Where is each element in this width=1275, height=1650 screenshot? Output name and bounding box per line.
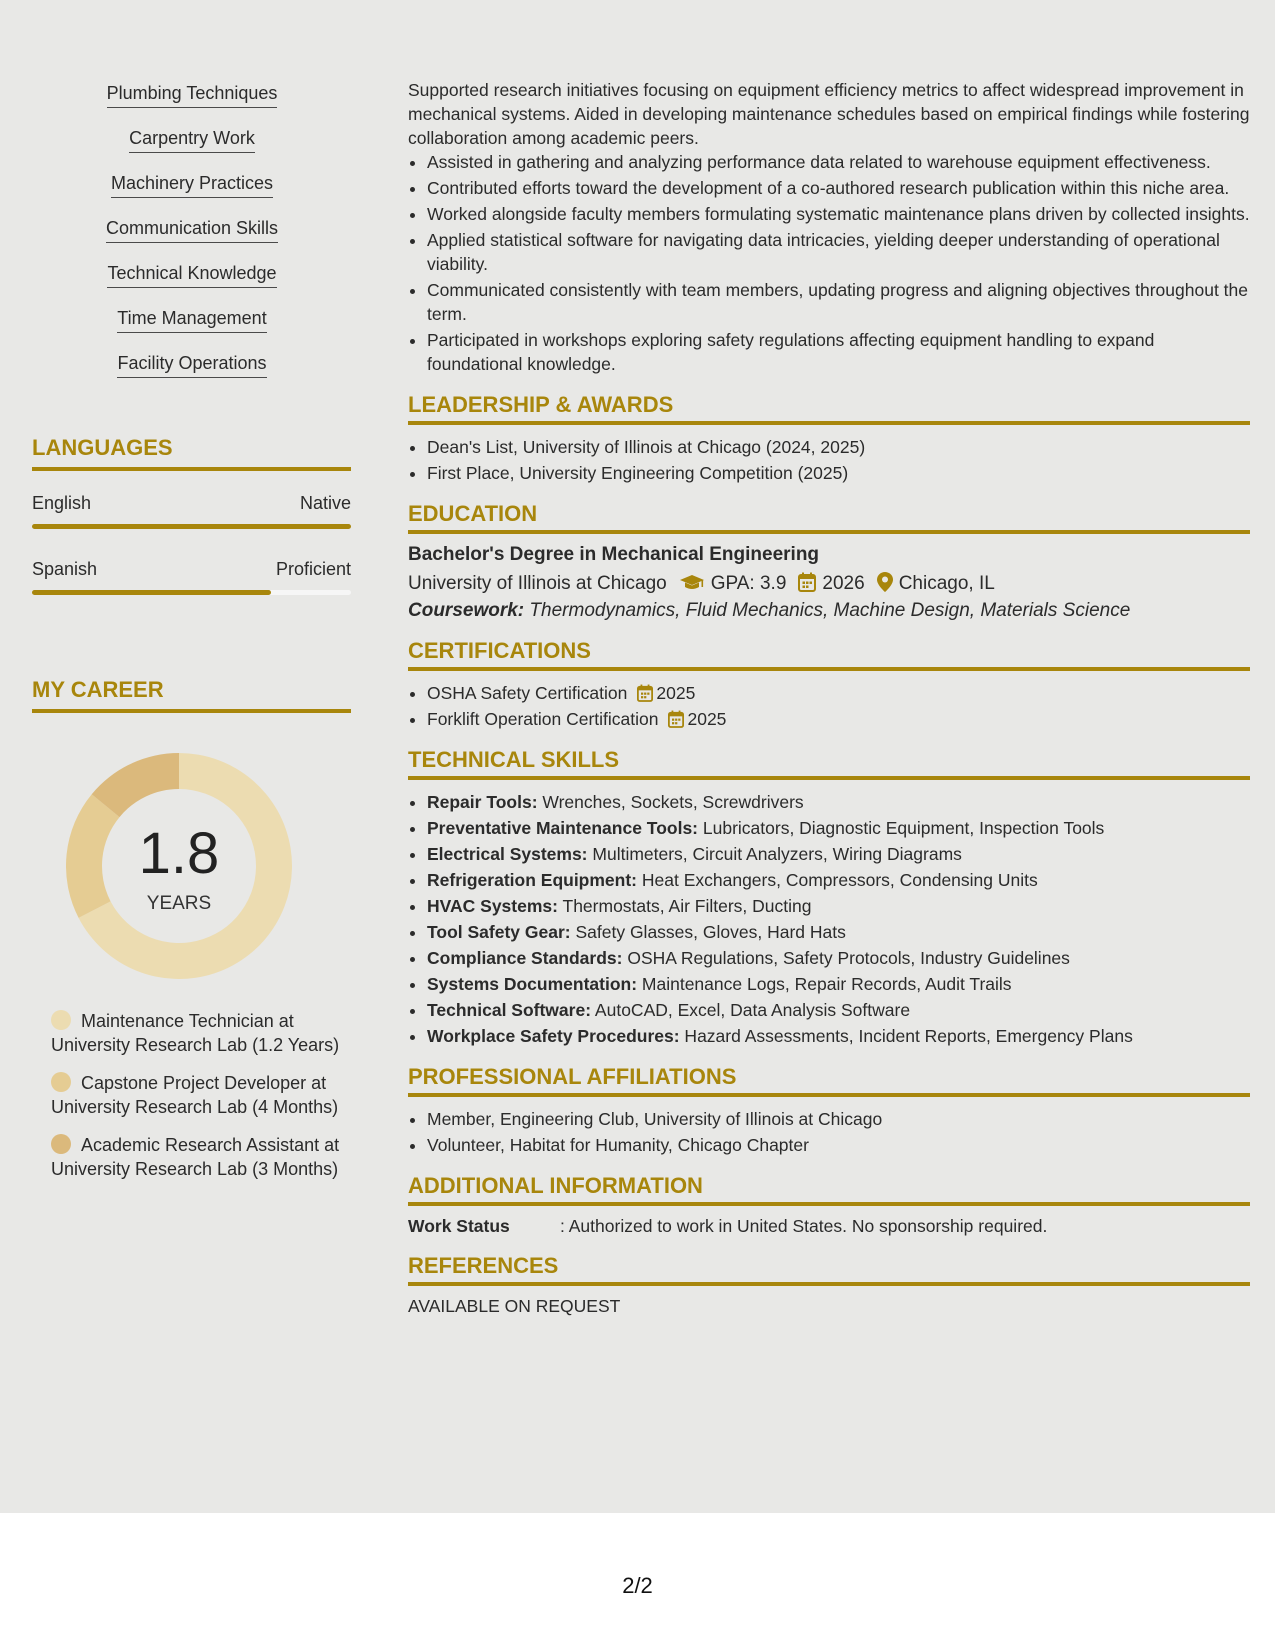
technical-skill-item: • Electrical Systems: Multimeters, Circuit Analyzers, Wiring Diagrams bbox=[427, 842, 1250, 866]
career-legend bbox=[51, 1009, 341, 1195]
additional-info-heading: ADDITIONAL INFORMATION bbox=[408, 1173, 1250, 1206]
language-bar-fill bbox=[32, 524, 351, 529]
affiliations-section bbox=[408, 1064, 1250, 1157]
location-pin-icon bbox=[877, 572, 893, 592]
calendar-icon bbox=[668, 710, 684, 728]
skill-item: Communication Skills bbox=[32, 217, 352, 262]
experience-bullet: • Participated in workshops exploring safety regulations affecting equipment handling to expand foundational knowledge. bbox=[427, 328, 1250, 376]
career-legend-item: Capstone Project Developer at University Research Lab (4 Months) bbox=[51, 1073, 339, 1117]
skill-item: Time Management bbox=[32, 307, 352, 352]
language-name: Spanish bbox=[32, 559, 98, 579]
calendar-icon bbox=[637, 684, 653, 702]
certifications-section bbox=[408, 638, 1250, 731]
affiliation-item: • Volunteer, Habitat for Humanity, Chicago Chapter bbox=[427, 1133, 1250, 1157]
skill-item: Plumbing Techniques bbox=[32, 82, 352, 127]
experience-bullet: • Applied statistical software for navigating data intricacies, yielding deeper understanding of operational viability. bbox=[427, 228, 1250, 276]
career-donut-label bbox=[66, 753, 292, 979]
skill-item: Technical Knowledge bbox=[32, 262, 352, 307]
skills-list bbox=[32, 82, 352, 397]
technical-skill-item: • Preventative Maintenance Tools: Lubricators, Diagnostic Equipment, Inspection Tools bbox=[427, 816, 1250, 840]
work-status: Work Status : Authorized to work in United States. No sponsorship required. bbox=[408, 1216, 1048, 1236]
references-heading: REFERENCES bbox=[408, 1253, 1250, 1286]
experience-bullet: • Communicated consistently with team members, updating progress and aligning objectives throughout the term. bbox=[427, 278, 1250, 326]
leadership-section bbox=[408, 392, 1250, 485]
experience-bullet: • Assisted in gathering and analyzing performance data related to warehouse equipment effectiveness. bbox=[427, 150, 1250, 174]
skill-item: Machinery Practices bbox=[32, 172, 352, 217]
affiliation-item: • Member, Engineering Club, University of Illinois at Chicago bbox=[427, 1107, 1250, 1131]
education-details bbox=[408, 570, 1250, 598]
graduation-cap-icon bbox=[679, 574, 705, 592]
languages-heading: LANGUAGES bbox=[32, 435, 351, 471]
language-item bbox=[32, 493, 351, 529]
education-heading: EDUCATION bbox=[408, 501, 1250, 534]
legend-dot bbox=[51, 1134, 71, 1154]
experience-bullet: • Contributed efforts toward the development of a co-authored research publication within this niche area. bbox=[427, 176, 1250, 200]
technical-skill-item: • Systems Documentation: Maintenance Logs, Repair Records, Audit Trails bbox=[427, 972, 1250, 996]
technical-skill-item: • Tool Safety Gear: Safety Glasses, Gloves, Hard Hats bbox=[427, 920, 1250, 944]
language-name: English bbox=[32, 493, 92, 513]
skill-item: Carpentry Work bbox=[32, 127, 352, 172]
language-bar-fill bbox=[32, 590, 271, 595]
career-total-value: 1.8 bbox=[138, 821, 220, 886]
career-legend-item: Academic Research Assistant at University Research Lab (3 Months) bbox=[51, 1135, 340, 1179]
school-name: University of Illinois at Chicago bbox=[408, 573, 667, 594]
technical-skill-item: • Repair Tools: Wrenches, Sockets, Screwdrivers bbox=[427, 790, 1250, 814]
references-text: AVAILABLE ON REQUEST bbox=[408, 1296, 621, 1316]
school-location: Chicago, IL bbox=[898, 573, 995, 594]
language-item bbox=[32, 559, 351, 595]
career-heading: MY CAREER bbox=[32, 677, 351, 713]
award-item: • Dean's List, University of Illinois at Chicago (2024, 2025) bbox=[427, 435, 1250, 459]
leadership-heading: LEADERSHIP & AWARDS bbox=[408, 392, 1250, 425]
legend-dot bbox=[51, 1072, 71, 1092]
technical-skill-item: • Workplace Safety Procedures: Hazard Assessments, Incident Reports, Emergency Plans bbox=[427, 1024, 1250, 1048]
technical-skill-item: • Refrigeration Equipment: Heat Exchangers, Compressors, Condensing Units bbox=[427, 868, 1250, 892]
page-number: 2/2 bbox=[622, 1573, 653, 1598]
references-section bbox=[408, 1253, 1250, 1317]
technical-skills-heading: TECHNICAL SKILLS bbox=[408, 747, 1250, 780]
technical-skill-item: • Compliance Standards: OSHA Regulations, Safety Protocols, Industry Guidelines bbox=[427, 946, 1250, 970]
legend-dot bbox=[51, 1010, 71, 1030]
education-section bbox=[408, 501, 1250, 622]
gpa: GPA: 3.9 bbox=[710, 573, 787, 594]
technical-skill-item: • Technical Software: AutoCAD, Excel, Data Analysis Software bbox=[427, 998, 1250, 1022]
graduation-year: 2026 bbox=[822, 573, 865, 594]
career-legend-item: Maintenance Technician at University Research Lab (1.2 Years) bbox=[51, 1011, 340, 1055]
coursework: Coursework: Thermodynamics, Fluid Mechanics, Machine Design, Materials Science bbox=[408, 600, 1131, 621]
language-level: Native bbox=[299, 493, 351, 513]
experience-bullets bbox=[408, 150, 1250, 376]
languages-section bbox=[32, 435, 351, 595]
language-level: Proficient bbox=[275, 559, 351, 579]
affiliations-heading: PROFESSIONAL AFFILIATIONS bbox=[408, 1064, 1250, 1097]
experience-bullet: • Worked alongside faculty members formulating systematic maintenance plans driven by collected insights. bbox=[427, 202, 1250, 226]
award-item: • First Place, University Engineering Competition (2025) bbox=[427, 461, 1250, 485]
certification-item: • Forklift Operation Certification 2025 bbox=[427, 707, 1250, 731]
calendar-icon bbox=[798, 572, 816, 592]
technical-skills-section bbox=[408, 747, 1250, 1048]
language-bar bbox=[32, 524, 351, 529]
career-total-unit: YEARS bbox=[146, 893, 212, 914]
career-section bbox=[32, 677, 351, 1277]
language-bar bbox=[32, 590, 351, 595]
additional-info-section bbox=[408, 1173, 1250, 1237]
certification-item: • OSHA Safety Certification 2025 bbox=[427, 681, 1250, 705]
main-column bbox=[408, 78, 1250, 1317]
experience-summary: Supported research initiatives focusing on equipment efficiency metrics to affect widespread improvement in mechanical systems. Aided in developing maintenance schedules based on empirical findings while fostering collaboration among academic peers. bbox=[408, 80, 1250, 148]
degree-title: Bachelor's Degree in Mechanical Engineering bbox=[408, 544, 820, 565]
technical-skill-item: • HVAC Systems: Thermostats, Air Filters, Ducting bbox=[427, 894, 1250, 918]
skill-item: Facility Operations bbox=[32, 352, 352, 397]
certifications-heading: CERTIFICATIONS bbox=[408, 638, 1250, 671]
